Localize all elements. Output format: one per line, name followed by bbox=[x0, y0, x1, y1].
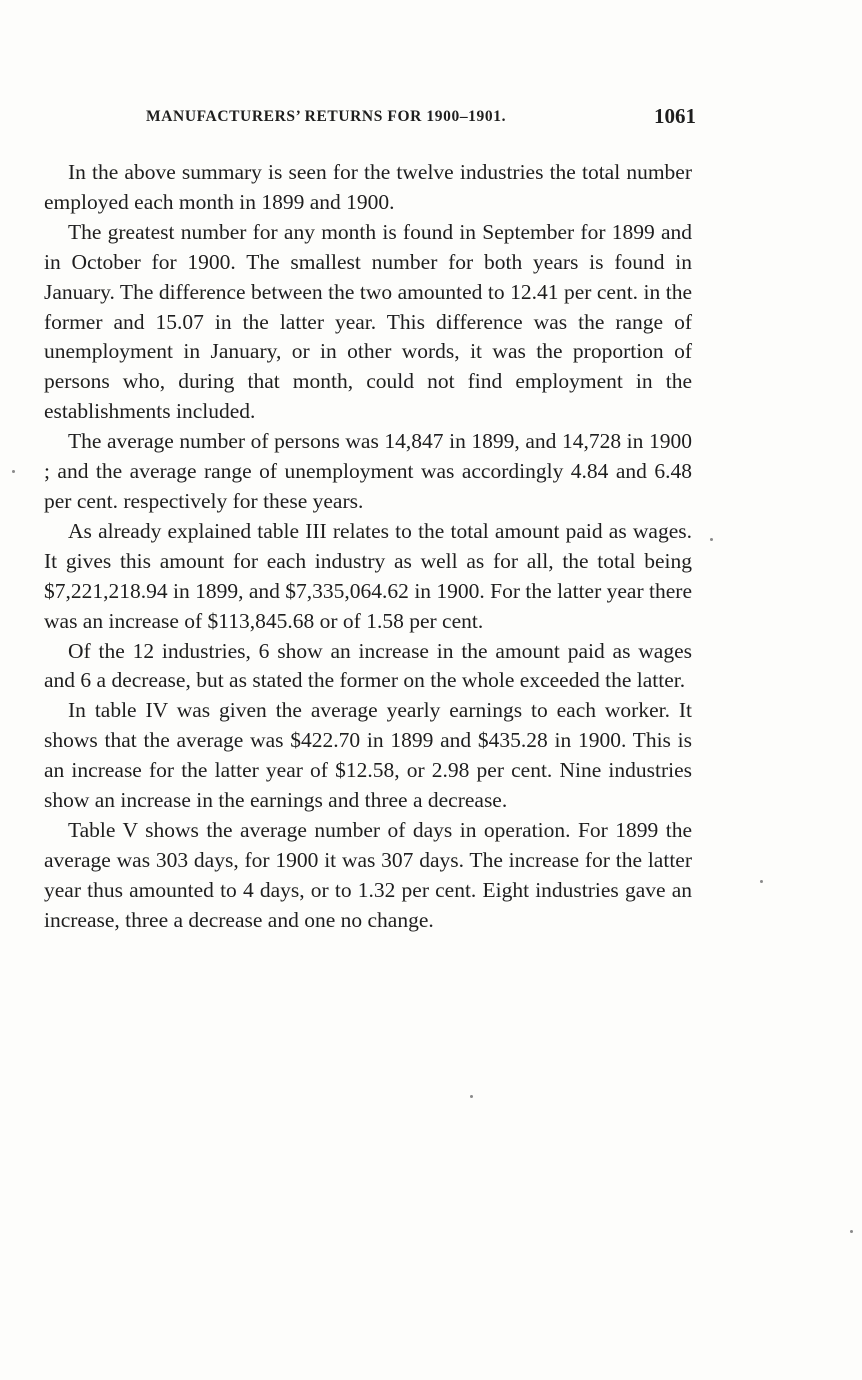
paragraph-industries-wages: Of the 12 industries, 6 show an increase in the amount paid as wages and 6 a decrease, but as stated the former on the whole exceeded the latter. bbox=[44, 638, 692, 693]
running-head: MANUFACTURERS’ RETURNS FOR 1900–1901. bbox=[146, 108, 507, 125]
paragraph-average-persons: The average number of persons was 14,847 in 1899, and 14,728 in 1900 ; and the average range of unemployment was accordingly 4.84 and 6.48 per cent. respectively for these years. bbox=[44, 429, 692, 513]
scan-speck bbox=[710, 538, 713, 541]
paragraph-yearly-earnings: In table IV was given the average yearly earnings to each worker. It shows that the average was $422.70 in 1899 and $435.28 in 1900. This is an increase for the latter year of $12.58, or 2.98 per cent. Nine industries show an increase in the earnings and three a decrease. bbox=[44, 698, 692, 813]
page-header bbox=[146, 104, 696, 134]
paragraph-summary: In the above summary is seen for the twelve industries the total number employed each month in 1899 and 1900. bbox=[44, 160, 692, 214]
scan-speck bbox=[850, 1230, 853, 1233]
paragraph-greatest-number: The greatest number for any month is found in September for 1899 and in October for 1900. The smallest number for both years is found in January. The difference between the two amounted to 12.41 per cent. in the former and 15.07 in the latter year. This difference was the range of unemployment in January, or in other words, it was the proportion of persons who, during that month, could not find employment in the establishments included. bbox=[44, 219, 692, 424]
scan-speck bbox=[12, 470, 15, 473]
scan-speck bbox=[760, 880, 763, 883]
page-number: 1061 bbox=[654, 104, 696, 128]
paragraph-days-in-operation: Table V shows the average number of days in operation. For 1899 the average was 303 days, for 1900 it was 307 days. The increase for the latter year thus amounted to 4 days, or to 1.32 per cent. Eight industries gave an increase, three a decrease and one no change. bbox=[44, 817, 692, 932]
scan-speck bbox=[470, 1095, 473, 1098]
paragraph-wages: As already explained table III relates to the total amount paid as wages. It gives this amount for each industry as well as for all, the total being $7,221,218.94 in 1899, and $7,335,064.62 in 1900. For the latter year there was an increase of $113,845.68 or of 1.58 per cent. bbox=[44, 518, 692, 633]
body-text bbox=[44, 158, 692, 936]
